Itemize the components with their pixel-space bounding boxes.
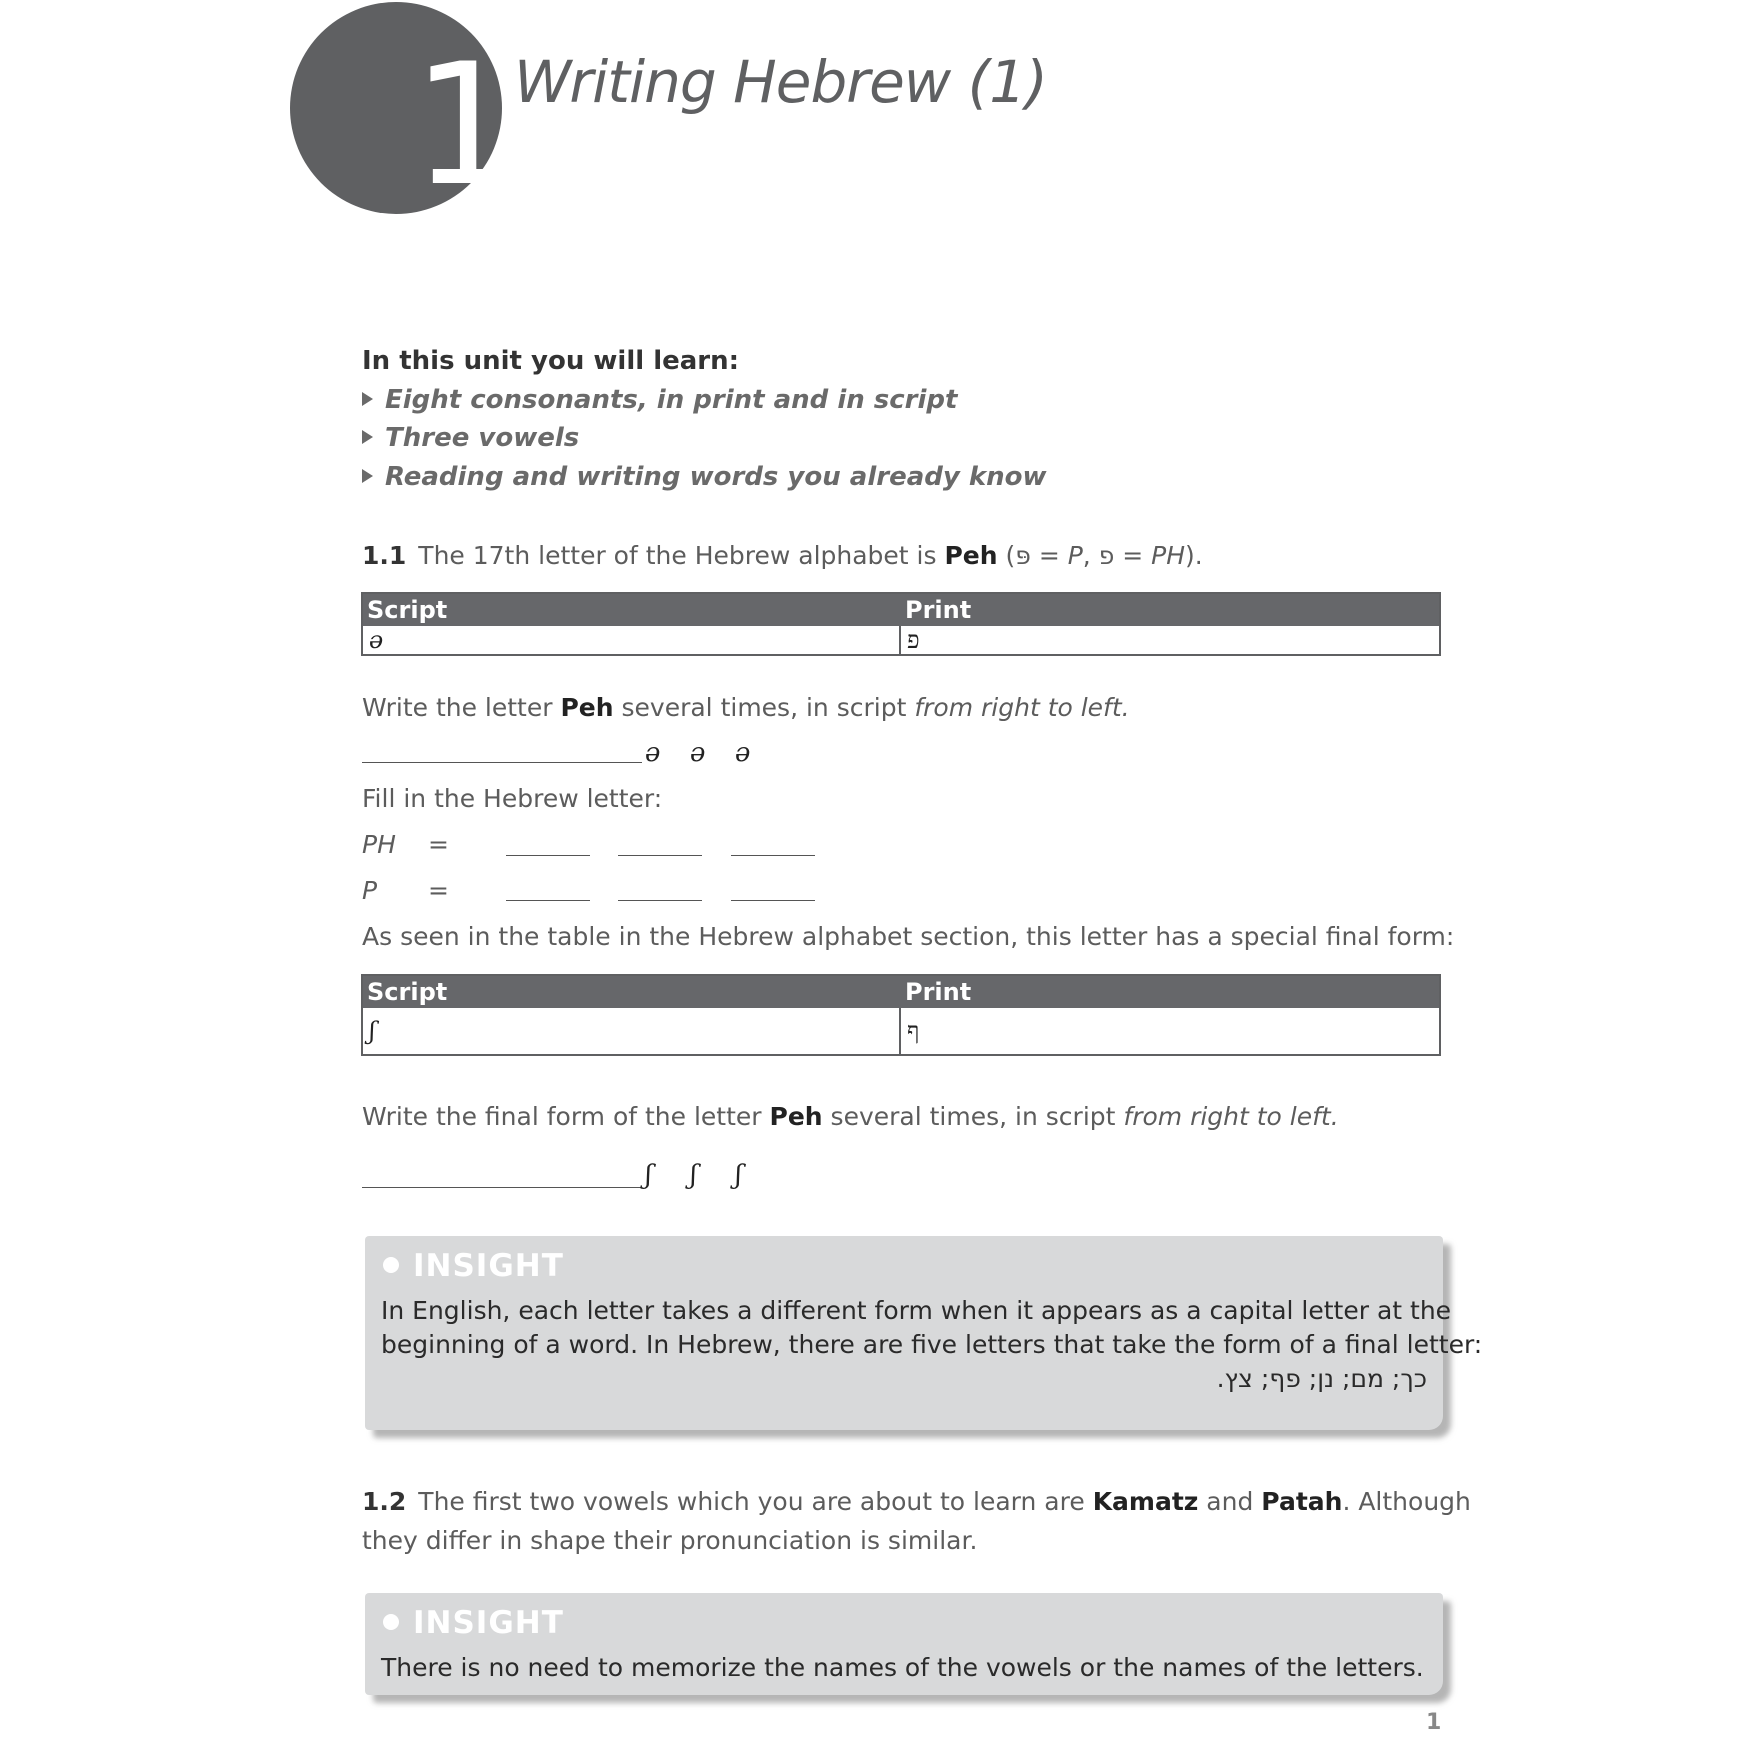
fill-blank[interactable] [731, 900, 815, 901]
write-final-peh-instruction: Write the final form of the letter Peh several times, in script from right to left. [362, 1102, 1339, 1131]
learn-item: Reading and writing words you already know [362, 462, 1047, 492]
fill-row-key: PH [362, 830, 396, 859]
peh-table [361, 592, 1441, 656]
insight-box [365, 1236, 1483, 1430]
fill-blank[interactable] [506, 900, 590, 901]
fill-row-key: P [362, 876, 378, 905]
bullet-arrow-icon [362, 430, 373, 444]
insight-box [365, 1593, 1443, 1695]
fill-in-label: Fill in the Hebrew letter: [362, 784, 663, 813]
table-header-print: Print [905, 596, 972, 624]
chapter-number: 1 [412, 27, 515, 223]
write-peh-instruction: Write the letter Peh several times, in script from right to left. [362, 693, 1130, 722]
section-1-1-intro: 1.1 The 17th letter of the Hebrew alphabet is Peh (פּ = P, פ = PH). [362, 541, 1203, 570]
fill-blank[interactable] [506, 855, 590, 856]
bullet-dot-icon [383, 1614, 399, 1630]
fill-row-equals: = [428, 876, 449, 905]
fill-blank[interactable] [618, 855, 702, 856]
table-cell-script: ə [363, 626, 901, 654]
insight-text: There is no need to memorize the names of the vowels or the names of the letters. [381, 1653, 1424, 1682]
table-header-script: Script [367, 978, 448, 1006]
table-header-print: Print [905, 978, 972, 1006]
insight-title: INSIGHT [383, 1605, 564, 1641]
section-1-2-intro: 1.2 The first two vowels which you are about to learn are Kamatz and Patah. Although they differ in shape their pronunciation is similar. [362, 1487, 1471, 1555]
script-sample: ʃ [690, 1160, 698, 1190]
peh-final-table [361, 974, 1441, 1056]
learn-item: Eight consonants, in print and in script [362, 385, 957, 415]
fill-row-equals: = [428, 830, 449, 859]
table-cell-script: ʃ [363, 1008, 901, 1054]
write-line[interactable] [362, 762, 642, 763]
insight-title: INSIGHT [383, 1248, 564, 1284]
table-cell-print: ף [907, 1017, 920, 1045]
table-cell-print: פ [907, 626, 920, 654]
table-header-script: Script [367, 596, 448, 624]
fill-blank[interactable] [731, 855, 815, 856]
bullet-arrow-icon [362, 469, 373, 483]
bullet-dot-icon [383, 1257, 399, 1273]
fill-blank[interactable] [618, 900, 702, 901]
write-line[interactable] [362, 1187, 642, 1188]
final-form-intro: As seen in the table in the Hebrew alphabet section, this letter has a special final form: [362, 922, 1455, 951]
script-sample: ə [735, 738, 751, 768]
chapter-title: Writing Hebrew (1) [514, 48, 1047, 116]
script-sample: ə [645, 738, 661, 768]
final-letters-list: כך; מם; נן; פף; צץ. [1216, 1364, 1427, 1393]
insight-text: In English, each letter takes a different form when it appears as a capital letter at the beginning of a word. In Hebrew, there are five letters that take the form of a final letter: כך; מם; נן; פף; צץ. [381, 1294, 1427, 1396]
page-number: 1 [1426, 1710, 1442, 1735]
script-sample: ə [690, 738, 706, 768]
learn-heading: In this unit you will learn: [362, 346, 740, 376]
script-sample: ʃ [645, 1160, 653, 1190]
bullet-arrow-icon [362, 392, 373, 406]
learn-item: Three vowels [362, 423, 579, 453]
script-sample: ʃ [735, 1160, 743, 1190]
